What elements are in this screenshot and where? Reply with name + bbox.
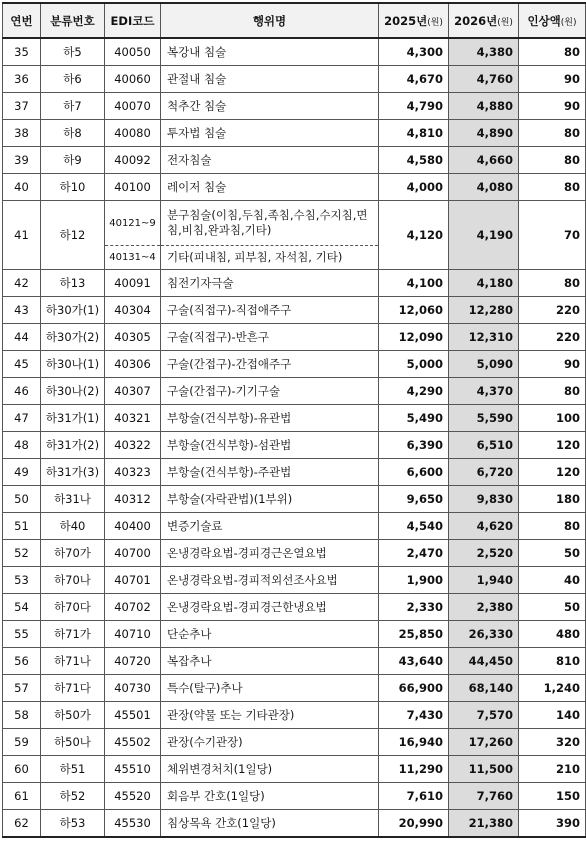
cell-2025: 5,490: [379, 405, 449, 432]
cell-2025: 4,580: [379, 147, 449, 174]
cell-increase: 1,240: [519, 675, 586, 702]
cell-edi: 45520: [105, 783, 161, 810]
cell-edi: 40702: [105, 594, 161, 621]
cell-2026: 1,940: [449, 567, 519, 594]
header-row: [3, 3, 586, 38]
cell-increase: 80: [519, 378, 586, 405]
cell-no: 40: [3, 174, 41, 201]
cell-edi: 40720: [105, 648, 161, 675]
table-row: [3, 621, 586, 648]
cell-no: 35: [3, 38, 41, 66]
cell-class: 하9: [41, 147, 105, 174]
table-row: [3, 324, 586, 351]
cell-edi: 40323: [105, 459, 161, 486]
cell-name: 전자침술: [161, 147, 379, 174]
cell-2025: 2,470: [379, 540, 449, 567]
table-row: [3, 120, 586, 147]
cell-class: 하13: [41, 270, 105, 297]
cell-name: 구술(직접구)-반흔구: [161, 324, 379, 351]
table-row: [3, 675, 586, 702]
cell-2026: 4,620: [449, 513, 519, 540]
cell-increase: 80: [519, 270, 586, 297]
cell-2025: 7,610: [379, 783, 449, 810]
cell-class: 하40: [41, 513, 105, 540]
cell-class: 하31가(2): [41, 432, 105, 459]
col-header-class: 분류번호: [41, 3, 105, 38]
cell-name: 구술(간접구)-기기구술: [161, 378, 379, 405]
table-row: [3, 297, 586, 324]
cell-edi: 40060: [105, 66, 161, 93]
cell-2026: 6,720: [449, 459, 519, 486]
cell-2026: 2,520: [449, 540, 519, 567]
table-row: [3, 648, 586, 675]
cell-class: 하50나: [41, 729, 105, 756]
cell-2025: 12,090: [379, 324, 449, 351]
cell-2025: 12,060: [379, 297, 449, 324]
cell-increase: 80: [519, 120, 586, 147]
cell-class: 하31가(1): [41, 405, 105, 432]
cell-2025: 20,990: [379, 810, 449, 838]
cell-2026: 12,280: [449, 297, 519, 324]
cell-increase: 150: [519, 783, 586, 810]
cell-class: 하50가: [41, 702, 105, 729]
cell-increase: 80: [519, 38, 586, 66]
cell-2026: 7,760: [449, 783, 519, 810]
cell-2025: 4,290: [379, 378, 449, 405]
cell-2025: 43,640: [379, 648, 449, 675]
cell-2025: 25,850: [379, 621, 449, 648]
cell-name: 관장(약물 또는 기타관장): [161, 702, 379, 729]
cell-increase: 80: [519, 513, 586, 540]
cell-2026: 2,380: [449, 594, 519, 621]
cell-no: 45: [3, 351, 41, 378]
cell-name: 변증기술료: [161, 513, 379, 540]
cell-edi: 40131~4: [105, 246, 161, 270]
cell-2026: 4,080: [449, 174, 519, 201]
cell-no: 52: [3, 540, 41, 567]
cell-name: 구술(간접구)-간접애주구: [161, 351, 379, 378]
cell-increase: 70: [519, 201, 586, 270]
cell-name: 단순추나: [161, 621, 379, 648]
cell-class: 하71가: [41, 621, 105, 648]
rows-after: [3, 270, 586, 838]
cell-edi: 40400: [105, 513, 161, 540]
cell-2025: 4,810: [379, 120, 449, 147]
cell-name: 부항술(건식부항)-주관법: [161, 459, 379, 486]
cell-2025: 4,100: [379, 270, 449, 297]
fee-table: [2, 2, 586, 838]
cell-name: 온냉경락요법-경피적외선조사요법: [161, 567, 379, 594]
cell-class: 하71나: [41, 648, 105, 675]
table-row: [3, 432, 586, 459]
cell-2025: 7,430: [379, 702, 449, 729]
cell-name: 관절내 침술: [161, 66, 379, 93]
cell-no: 47: [3, 405, 41, 432]
cell-class: 하30나(1): [41, 351, 105, 378]
cell-name: 부항술(자락관법)(1부위): [161, 486, 379, 513]
cell-no: 54: [3, 594, 41, 621]
cell-no: 36: [3, 66, 41, 93]
cell-class: 하10: [41, 174, 105, 201]
table-row: [3, 201, 586, 246]
cell-no: 59: [3, 729, 41, 756]
cell-name: 부항술(건식부항)-유관법: [161, 405, 379, 432]
cell-edi: 40307: [105, 378, 161, 405]
cell-increase: 120: [519, 432, 586, 459]
cell-2026: 11,500: [449, 756, 519, 783]
table-row: [3, 66, 586, 93]
cell-no: 61: [3, 783, 41, 810]
cell-class: 하51: [41, 756, 105, 783]
cell-increase: 90: [519, 66, 586, 93]
cell-2025: 4,670: [379, 66, 449, 93]
col-header-edi: EDI코드: [105, 3, 161, 38]
cell-2025: 6,600: [379, 459, 449, 486]
cell-name: 복강내 침술: [161, 38, 379, 66]
cell-2025: 4,300: [379, 38, 449, 66]
cell-2025: 4,120: [379, 201, 449, 270]
cell-2026: 5,590: [449, 405, 519, 432]
cell-2026: 44,450: [449, 648, 519, 675]
cell-name: 분구침술(이침,두침,족침,수침,수지침,면침,비침,완과침,기타): [161, 201, 379, 246]
cell-no: 60: [3, 756, 41, 783]
cell-name: 온냉경락요법-경피경근온열요법: [161, 540, 379, 567]
cell-no: 50: [3, 486, 41, 513]
cell-increase: 180: [519, 486, 586, 513]
cell-name: 레이저 침술: [161, 174, 379, 201]
cell-name: 회음부 간호(1일당): [161, 783, 379, 810]
cell-2026: 4,190: [449, 201, 519, 270]
cell-2026: 4,760: [449, 66, 519, 93]
table-row: [3, 147, 586, 174]
cell-no: 42: [3, 270, 41, 297]
cell-name: 척추간 침술: [161, 93, 379, 120]
cell-no: 41: [3, 201, 41, 270]
cell-2026: 6,510: [449, 432, 519, 459]
cell-increase: 480: [519, 621, 586, 648]
cell-increase: 220: [519, 324, 586, 351]
cell-class: 하7: [41, 93, 105, 120]
cell-edi: 40100: [105, 174, 161, 201]
cell-edi: 40306: [105, 351, 161, 378]
cell-no: 43: [3, 297, 41, 324]
table-row: [3, 351, 586, 378]
cell-increase: 810: [519, 648, 586, 675]
table-row: [3, 783, 586, 810]
cell-2025: 1,900: [379, 567, 449, 594]
cell-edi: 40304: [105, 297, 161, 324]
cell-no: 53: [3, 567, 41, 594]
cell-increase: 390: [519, 810, 586, 838]
cell-name: 기타(피내침, 피부침, 자석침, 기타): [161, 246, 379, 270]
cell-2026: 12,310: [449, 324, 519, 351]
cell-no: 46: [3, 378, 41, 405]
col-header-name: 행위명: [161, 3, 379, 38]
cell-2026: 4,380: [449, 38, 519, 66]
col-header-2026: 2026년(원): [449, 3, 519, 38]
cell-increase: 50: [519, 540, 586, 567]
cell-increase: 320: [519, 729, 586, 756]
cell-edi: 40305: [105, 324, 161, 351]
cell-increase: 80: [519, 174, 586, 201]
cell-no: 55: [3, 621, 41, 648]
cell-edi: 40080: [105, 120, 161, 147]
table-row: [3, 38, 586, 66]
cell-2025: 66,900: [379, 675, 449, 702]
cell-class: 하30가(1): [41, 297, 105, 324]
cell-class: 하70나: [41, 567, 105, 594]
cell-2026: 4,660: [449, 147, 519, 174]
cell-edi: 40091: [105, 270, 161, 297]
col-header-2025: 2025년(원): [379, 3, 449, 38]
cell-increase: 90: [519, 351, 586, 378]
cell-no: 57: [3, 675, 41, 702]
cell-name: 침전기자극술: [161, 270, 379, 297]
table-row: [3, 594, 586, 621]
cell-increase: 220: [519, 297, 586, 324]
cell-name: 체위변경처치(1일당): [161, 756, 379, 783]
cell-edi: 45510: [105, 756, 161, 783]
table-row: [3, 513, 586, 540]
cell-increase: 120: [519, 459, 586, 486]
cell-edi: 40050: [105, 38, 161, 66]
table-row: [3, 729, 586, 756]
col-header-no: 연번: [3, 3, 41, 38]
cell-no: 51: [3, 513, 41, 540]
cell-class: 하31나: [41, 486, 105, 513]
cell-2025: 9,650: [379, 486, 449, 513]
cell-2026: 4,180: [449, 270, 519, 297]
cell-increase: 50: [519, 594, 586, 621]
cell-class: 하12: [41, 201, 105, 270]
cell-2025: 4,790: [379, 93, 449, 120]
cell-increase: 80: [519, 147, 586, 174]
cell-2026: 9,830: [449, 486, 519, 513]
cell-edi: 45530: [105, 810, 161, 838]
rows-before: [3, 38, 586, 201]
cell-increase: 140: [519, 702, 586, 729]
cell-no: 48: [3, 432, 41, 459]
cell-2025: 6,390: [379, 432, 449, 459]
cell-2025: 5,000: [379, 351, 449, 378]
cell-2025: 16,940: [379, 729, 449, 756]
cell-no: 37: [3, 93, 41, 120]
cell-increase: 210: [519, 756, 586, 783]
table-row: [3, 567, 586, 594]
cell-class: 하30가(2): [41, 324, 105, 351]
table-row: [3, 486, 586, 513]
cell-2026: 4,370: [449, 378, 519, 405]
cell-edi: 40121~9: [105, 201, 161, 246]
table-row: [3, 756, 586, 783]
cell-name: 투자법 침술: [161, 120, 379, 147]
cell-name: 복잡추나: [161, 648, 379, 675]
cell-2026: 17,260: [449, 729, 519, 756]
cell-class: 하31가(3): [41, 459, 105, 486]
cell-2026: 68,140: [449, 675, 519, 702]
cell-class: 하53: [41, 810, 105, 838]
table-row: [3, 174, 586, 201]
cell-2025: 4,000: [379, 174, 449, 201]
table-row: [3, 810, 586, 838]
table-row: [3, 702, 586, 729]
cell-class: 하71다: [41, 675, 105, 702]
table-row: [3, 405, 586, 432]
cell-edi: 40322: [105, 432, 161, 459]
row-41-group: [3, 201, 586, 270]
cell-edi: 45501: [105, 702, 161, 729]
cell-edi: 40710: [105, 621, 161, 648]
cell-2025: 2,330: [379, 594, 449, 621]
cell-no: 39: [3, 147, 41, 174]
cell-class: 하8: [41, 120, 105, 147]
cell-edi: 40070: [105, 93, 161, 120]
cell-class: 하52: [41, 783, 105, 810]
col-header-increase: 인상액(원): [519, 3, 586, 38]
cell-edi: 40312: [105, 486, 161, 513]
cell-edi: 40321: [105, 405, 161, 432]
cell-name: 관장(수기관장): [161, 729, 379, 756]
cell-increase: 40: [519, 567, 586, 594]
cell-class: 하30나(2): [41, 378, 105, 405]
cell-no: 56: [3, 648, 41, 675]
cell-edi: 40700: [105, 540, 161, 567]
cell-name: 구술(직접구)-직접애주구: [161, 297, 379, 324]
cell-increase: 90: [519, 93, 586, 120]
cell-no: 58: [3, 702, 41, 729]
table-row: [3, 93, 586, 120]
cell-edi: 40730: [105, 675, 161, 702]
cell-2026: 5,090: [449, 351, 519, 378]
cell-name: 특수(탈구)추나: [161, 675, 379, 702]
table-row: [3, 459, 586, 486]
cell-name: 온냉경락요법-경피경근한냉요법: [161, 594, 379, 621]
cell-2025: 11,290: [379, 756, 449, 783]
cell-2026: 21,380: [449, 810, 519, 838]
table-row: [3, 270, 586, 297]
cell-2026: 7,570: [449, 702, 519, 729]
cell-class: 하6: [41, 66, 105, 93]
cell-increase: 100: [519, 405, 586, 432]
cell-edi: 40092: [105, 147, 161, 174]
cell-2025: 4,540: [379, 513, 449, 540]
cell-2026: 4,890: [449, 120, 519, 147]
cell-edi: 40701: [105, 567, 161, 594]
cell-class: 하5: [41, 38, 105, 66]
table-row: [3, 378, 586, 405]
cell-no: 62: [3, 810, 41, 838]
cell-edi: 45502: [105, 729, 161, 756]
table-row: [3, 540, 586, 567]
cell-no: 44: [3, 324, 41, 351]
cell-class: 하70가: [41, 540, 105, 567]
cell-name: 부항술(건식부항)-섬관법: [161, 432, 379, 459]
cell-no: 49: [3, 459, 41, 486]
cell-class: 하70다: [41, 594, 105, 621]
cell-2026: 26,330: [449, 621, 519, 648]
cell-name: 침상목욕 간호(1일당): [161, 810, 379, 838]
cell-2026: 4,880: [449, 93, 519, 120]
cell-no: 38: [3, 120, 41, 147]
